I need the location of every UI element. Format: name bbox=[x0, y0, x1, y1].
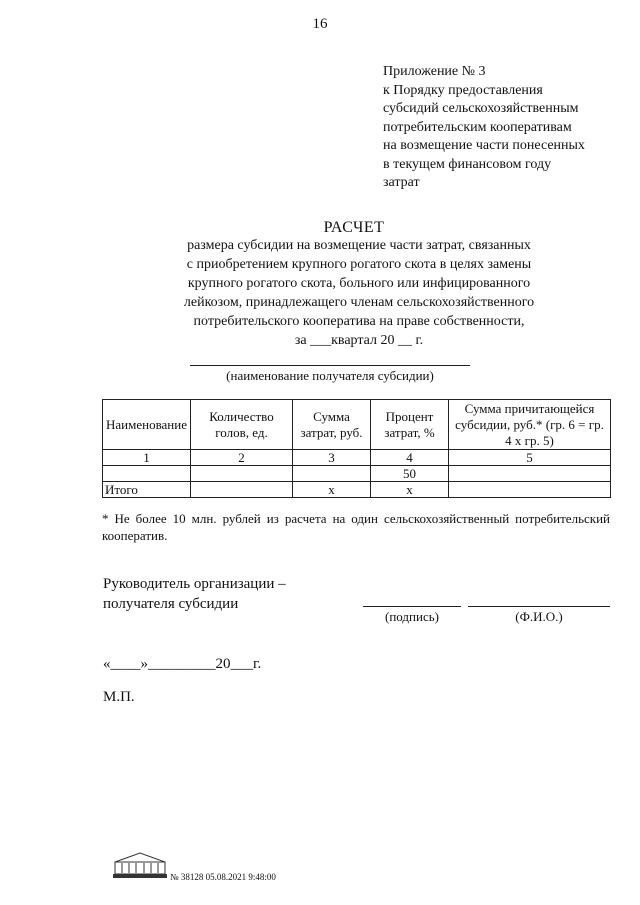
document-title: РАСЧЕТ bbox=[323, 219, 385, 236]
appendix-line: потребительским кооперативам bbox=[383, 119, 572, 135]
table-cell bbox=[191, 466, 293, 482]
date-line: «____»_________20___г. bbox=[103, 656, 262, 672]
table-cell: Итого bbox=[103, 482, 191, 498]
table-cell bbox=[103, 466, 191, 482]
subtitle-line: с приобретением крупного рогатого скота в целях замены bbox=[186, 257, 532, 272]
table-cell: 2 bbox=[191, 450, 293, 466]
calculation-table bbox=[102, 399, 611, 498]
name-fill-line bbox=[468, 606, 610, 607]
appendix-note bbox=[383, 63, 623, 193]
name-caption: (Ф.И.О.) bbox=[515, 609, 563, 624]
table-cell bbox=[449, 466, 611, 482]
subtitle-line: крупного рогатого скота, больного или инфицированного bbox=[187, 276, 531, 291]
table-cell: х bbox=[293, 482, 371, 498]
table-cell: 50 bbox=[371, 466, 449, 482]
subtitle-line: за ___квартал 20 __ г. bbox=[294, 333, 424, 348]
signatory-block bbox=[103, 574, 286, 614]
table-cell: 3 bbox=[293, 450, 371, 466]
footnote: * Не более 10 млн. рублей из расчета на один сельскохозяйственный потребительский кооператив. bbox=[102, 511, 610, 543]
appendix-line: к Порядку предоставления bbox=[383, 82, 543, 98]
header-cost: Сумма затрат, руб. bbox=[293, 400, 371, 450]
registry-building-icon bbox=[113, 850, 167, 880]
subtitle-line: размера субсидии на возмещение части затрат, связанных bbox=[187, 238, 531, 253]
appendix-line: в текущем финансовом году bbox=[383, 156, 552, 172]
header-percent: Процент затрат, % bbox=[371, 400, 449, 450]
table-cell bbox=[293, 466, 371, 482]
table-cell: 5 bbox=[449, 450, 611, 466]
page-number: 16 bbox=[312, 16, 328, 32]
table-cell: 4 bbox=[371, 450, 449, 466]
table-cell bbox=[191, 482, 293, 498]
table-row bbox=[103, 466, 611, 482]
table-cell: 1 bbox=[103, 450, 191, 466]
stamp-label: М.П. bbox=[103, 689, 135, 705]
subtitle-line: потребительского кооператива на праве собственности, bbox=[193, 314, 525, 329]
signature-caption: (подпись) bbox=[385, 609, 439, 624]
appendix-line: субсидий сельскохозяйственным bbox=[383, 101, 579, 116]
subtitle-line: лейкозом, принадлежащего членам сельскохозяйственного bbox=[183, 295, 535, 310]
appendix-line: Приложение № 3 bbox=[383, 64, 486, 79]
appendix-line: затрат bbox=[383, 175, 420, 190]
header-name: Наименование bbox=[103, 400, 191, 450]
table-cell: х bbox=[371, 482, 449, 498]
registry-stamp: № 38128 05.08.2021 9:48:00 bbox=[170, 872, 276, 882]
header-subsidy: Сумма причитающейся субсидии, руб.* (гр. 6 = гр. 4 х гр. 5) bbox=[449, 400, 611, 450]
table-row-total bbox=[103, 482, 611, 498]
recipient-fill-line bbox=[190, 365, 470, 366]
recipient-caption: (наименование получателя субсидии) bbox=[226, 368, 434, 383]
table-cell bbox=[449, 482, 611, 498]
signature-fill-line bbox=[363, 606, 461, 607]
signatory-line: получателя субсидии bbox=[103, 596, 239, 612]
table-header-row bbox=[103, 400, 611, 450]
header-quantity: Количество голов, ед. bbox=[191, 400, 293, 450]
table-row bbox=[103, 450, 611, 466]
appendix-line: на возмещение части понесенных bbox=[383, 138, 585, 153]
signatory-line: Руководитель организации – bbox=[103, 576, 286, 592]
document-subtitle bbox=[120, 236, 598, 350]
